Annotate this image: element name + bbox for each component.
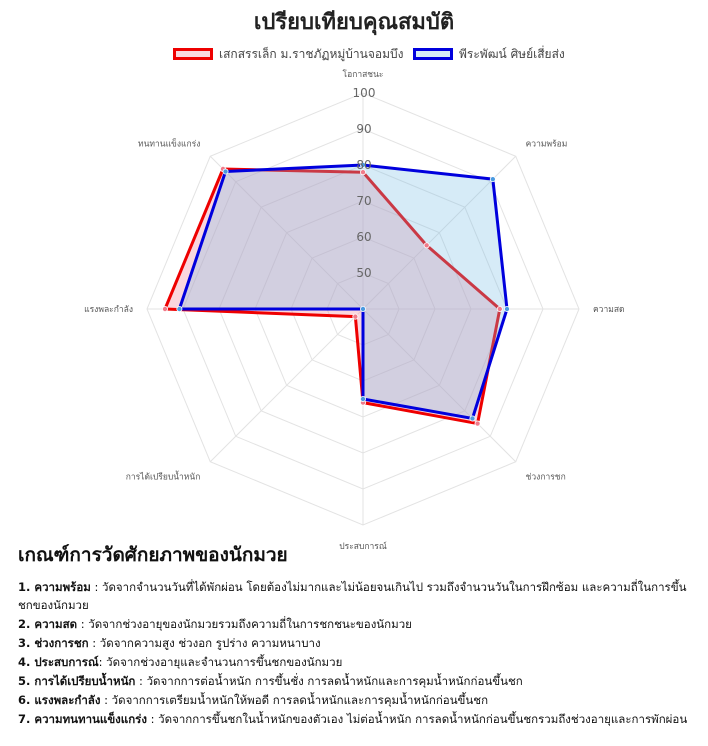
- axis-label: ทนทานแข็งแกร่ง: [137, 139, 201, 150]
- criteria-desc: : วัดจากจำนวนวันที่ได้พักผ่อน โดยต้องไม่มากและไม่น้อยจนเกินไป รวมถึงจำนวนวันในการฝึกซ้อม และความถี่ในการขึ้นชกของนักมวย: [18, 580, 687, 612]
- criteria-term: 3. ช่วงการชก: [18, 636, 89, 650]
- criteria-item: [18, 615, 700, 633]
- criteria-item: [18, 691, 700, 709]
- legend-item-series-2[interactable]: [413, 44, 565, 64]
- criteria-desc: : วัดจากความสูง ช่วงอก รูปร่าง ความหนาบาง: [88, 636, 321, 650]
- criteria-item: [18, 653, 700, 671]
- legend-item-series-1[interactable]: [173, 44, 403, 64]
- data-point-series-1: [475, 421, 480, 426]
- criteria-item: [18, 672, 700, 690]
- data-point-series-2: [360, 396, 365, 401]
- r-tick-label: 100: [352, 86, 376, 100]
- data-point-series-2: [360, 306, 365, 311]
- criteria-desc: : วัดจากช่วงอายุและจำนวนการขึ้นชกของนักมวย: [98, 655, 343, 669]
- criteria-term: 4. ประสบการณ์: [18, 655, 99, 669]
- chart-title: เปรียบเทียบคุณสมบัติ: [253, 10, 455, 35]
- criteria-item: [18, 634, 700, 652]
- criteria-item: [18, 710, 700, 728]
- criteria-list: [18, 578, 700, 728]
- axis-label: ประสบการณ์: [339, 542, 387, 552]
- data-point-series-1: [162, 306, 167, 311]
- r-tick-label: 90: [356, 122, 372, 136]
- data-point-series-1: [497, 306, 502, 311]
- criteria-desc: : วัดจากการต่อน้ำหนัก การขึ้นชั่ง การลดน้ำหนักและการคุมน้ำหนักก่อนขึ้นชก: [135, 674, 523, 688]
- axis-label: การได้เปรียบน้ำหนัก: [125, 472, 201, 483]
- r-tick-label: 70: [356, 194, 372, 208]
- criteria-section: [18, 540, 700, 729]
- legend-swatch-blue: [413, 48, 453, 60]
- data-point-series-1: [424, 243, 429, 248]
- axis-label: โอกาสชนะ: [342, 70, 384, 80]
- criteria-term: 7. ความทนทานแข็งแกร่ง: [18, 712, 147, 726]
- data-point-series-2: [470, 416, 475, 421]
- axis-label: ช่วงการชก: [525, 472, 566, 483]
- legend-swatch-red: [173, 48, 213, 60]
- r-tick-label: 50: [356, 266, 372, 280]
- criteria-desc: : วัดจากการขึ้นชกในน้ำหนักของตัวเอง ไม่ต่อน้ำหนัก การลดน้ำหนักก่อนขึ้นชกรวมถึงช่วงอายุและการพักผ่อน: [146, 712, 688, 726]
- data-point-series-2: [504, 306, 509, 311]
- data-point-series-1: [353, 314, 358, 319]
- criteria-desc: : วัดจากการเตรียมน้ำหนักให้พอดี การลดน้ำหนักและการคุมน้ำหนักก่อนขึ้นชก: [100, 693, 489, 707]
- criteria-heading: เกณฑ์การวัดศักยภาพของนักมวย: [18, 544, 288, 566]
- r-tick-label: 80: [356, 158, 372, 172]
- legend-label-series-2: พีระพัฒน์ ศิษย์เสี่ยส่ง: [459, 46, 565, 61]
- criteria-term: 5. การได้เปรียบน้ำหนัก: [18, 674, 136, 688]
- criteria-desc: : วัดจากช่วงอายุของนักมวยรวมถึงความถี่ในการชกชนะของนักมวย: [77, 617, 412, 631]
- axis-label: ความพร้อม: [525, 139, 568, 150]
- data-point-series-2: [223, 169, 228, 174]
- series-area-2: [179, 165, 507, 418]
- criteria-term: 6. แรงพละกำลัง: [18, 693, 101, 707]
- radar-chart: [0, 66, 708, 552]
- criteria-item: [18, 578, 700, 614]
- criteria-term: 1. ความพร้อม: [18, 580, 91, 594]
- legend-label-series-1: เสกสรรเล็ก ม.ราชภัฏหมู่บ้านจอมบึง: [219, 46, 404, 61]
- grid-spoke: [210, 309, 363, 462]
- r-tick-label: 60: [356, 230, 372, 244]
- axis-label: ความสด: [593, 305, 625, 315]
- axis-label: แรงพละกำลัง: [84, 305, 133, 315]
- data-point-series-2: [177, 306, 182, 311]
- data-point-series-2: [490, 177, 495, 182]
- criteria-term: 2. ความสด: [18, 617, 78, 631]
